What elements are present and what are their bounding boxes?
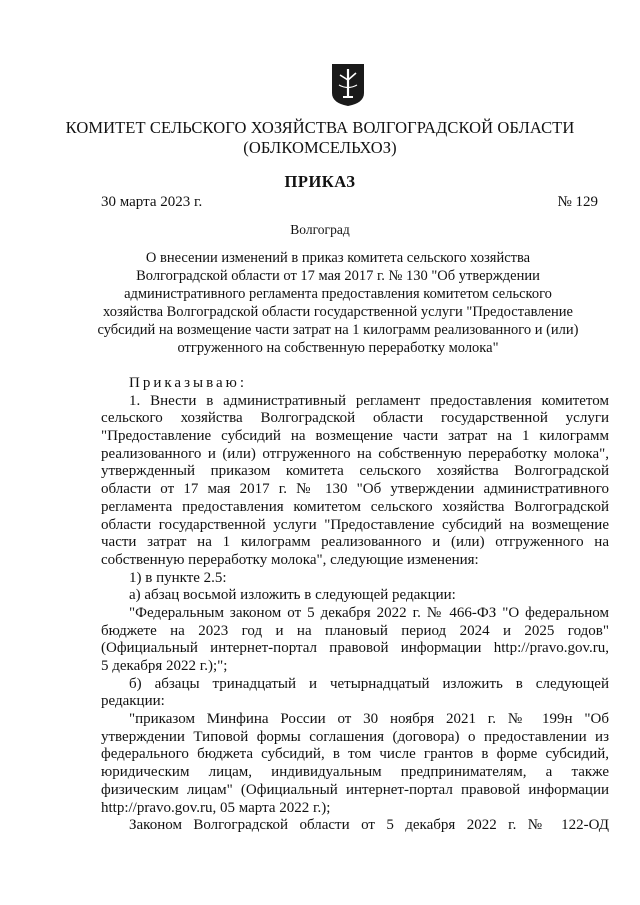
body-line: "Федеральным законом от 5 декабря 2022 г. № 466-ФЗ "О федеральном <box>129 604 609 621</box>
order-body <box>101 375 609 835</box>
body-line: физическим лицам" (Официальный интернет-портал правовой информации <box>101 781 609 798</box>
body-line: http://pravo.gov.ru, 05 марта 2022 г.); <box>101 799 331 816</box>
order-number: № 129 <box>557 194 598 210</box>
subject-line: хозяйства Волгоградской области государственной услуги "Предоставление <box>103 304 573 320</box>
body-line: редакции: <box>101 693 165 710</box>
body-heading: Приказываю: <box>129 375 247 391</box>
body-line: утверждении Типовой формы соглашения (договора) о предоставлении из <box>101 728 609 745</box>
body-line: утвержденный приказом комитета сельского хозяйства Волгоградской <box>101 463 609 480</box>
body-line: реализованного и (или) отгруженного на собственную переработку молока", <box>101 445 609 462</box>
body-line: а) абзац восьмой изложить в следующей редакции: <box>129 587 456 604</box>
order-city: Волгоград <box>290 222 350 237</box>
body-line: 5 декабря 2022 г.);"; <box>101 658 228 674</box>
body-line: 1. Внести в административный регламент предоставления комитетом <box>129 392 609 409</box>
order-subject <box>96 249 580 357</box>
body-line: юридическим лицам, индивидуальным предпринимателям, а также <box>101 764 609 781</box>
committee-abbreviation: (ОБЛКОМСЕЛЬХОЗ) <box>243 138 397 157</box>
body-line: области государственной услуги "Предоставление субсидий на возмещение <box>101 516 609 533</box>
body-line: области от 17 мая 2017 г. № 130 "Об утверждении административного <box>101 481 609 498</box>
body-line: регламента предоставления комитетом сельского хозяйства Волгоградской <box>101 498 609 515</box>
committee-name: КОМИТЕТ СЕЛЬСКОГО ХОЗЯЙСТВА ВОЛГОГРАДСКОЙ ОБЛАСТИ <box>65 118 575 137</box>
body-line: Законом Волгоградской области от 5 декабря 2022 г. № 122-ОД <box>129 817 609 834</box>
subject-line: административного регламента предоставления комитетом сельского <box>124 286 552 302</box>
body-line: части затрат на 1 килограмм реализованного и (или) отгруженного на <box>101 534 609 551</box>
subject-line: Волгоградской области от 17 мая 2017 г. № 130 "Об утверждении <box>136 268 540 284</box>
subject-line: субсидий на возмещение части затрат на 1 килограмм реализованного и (или) <box>97 322 579 338</box>
volgograd-emblem-icon <box>331 63 365 107</box>
body-line: собственную переработку молока", следующие изменения: <box>101 551 479 568</box>
body-line: "Предоставление субсидий на возмещение части затрат на 1 килограмм <box>101 428 609 445</box>
subject-line: О внесении изменений в приказ комитета сельского хозяйства <box>145 250 531 266</box>
body-line: бюджете на 2023 год и на плановый период 2024 и 2025 годов" <box>101 622 609 639</box>
body-line: "приказом Минфина России от 30 ноября 2021 г. № 199н "Об <box>129 711 609 728</box>
body-line: сельского хозяйства Волгоградской области государственной услуги <box>101 410 609 427</box>
body-line: федерального бюджета субсидий, в том числе грантов в форме субсидий, <box>101 746 609 763</box>
body-line: (Официальный интернет-портал правовой информации http://pravo.gov.ru, <box>101 640 609 657</box>
subject-line: отгруженного на собственную переработку молока" <box>177 340 499 356</box>
body-line: 1) в пункте 2.5: <box>129 569 227 586</box>
body-line: б) абзацы тринадцатый и четырнадцатый изложить в следующей <box>129 675 609 692</box>
order-date: 30 марта 2023 г. <box>101 194 203 210</box>
order-title: ПРИКАЗ <box>284 172 356 191</box>
